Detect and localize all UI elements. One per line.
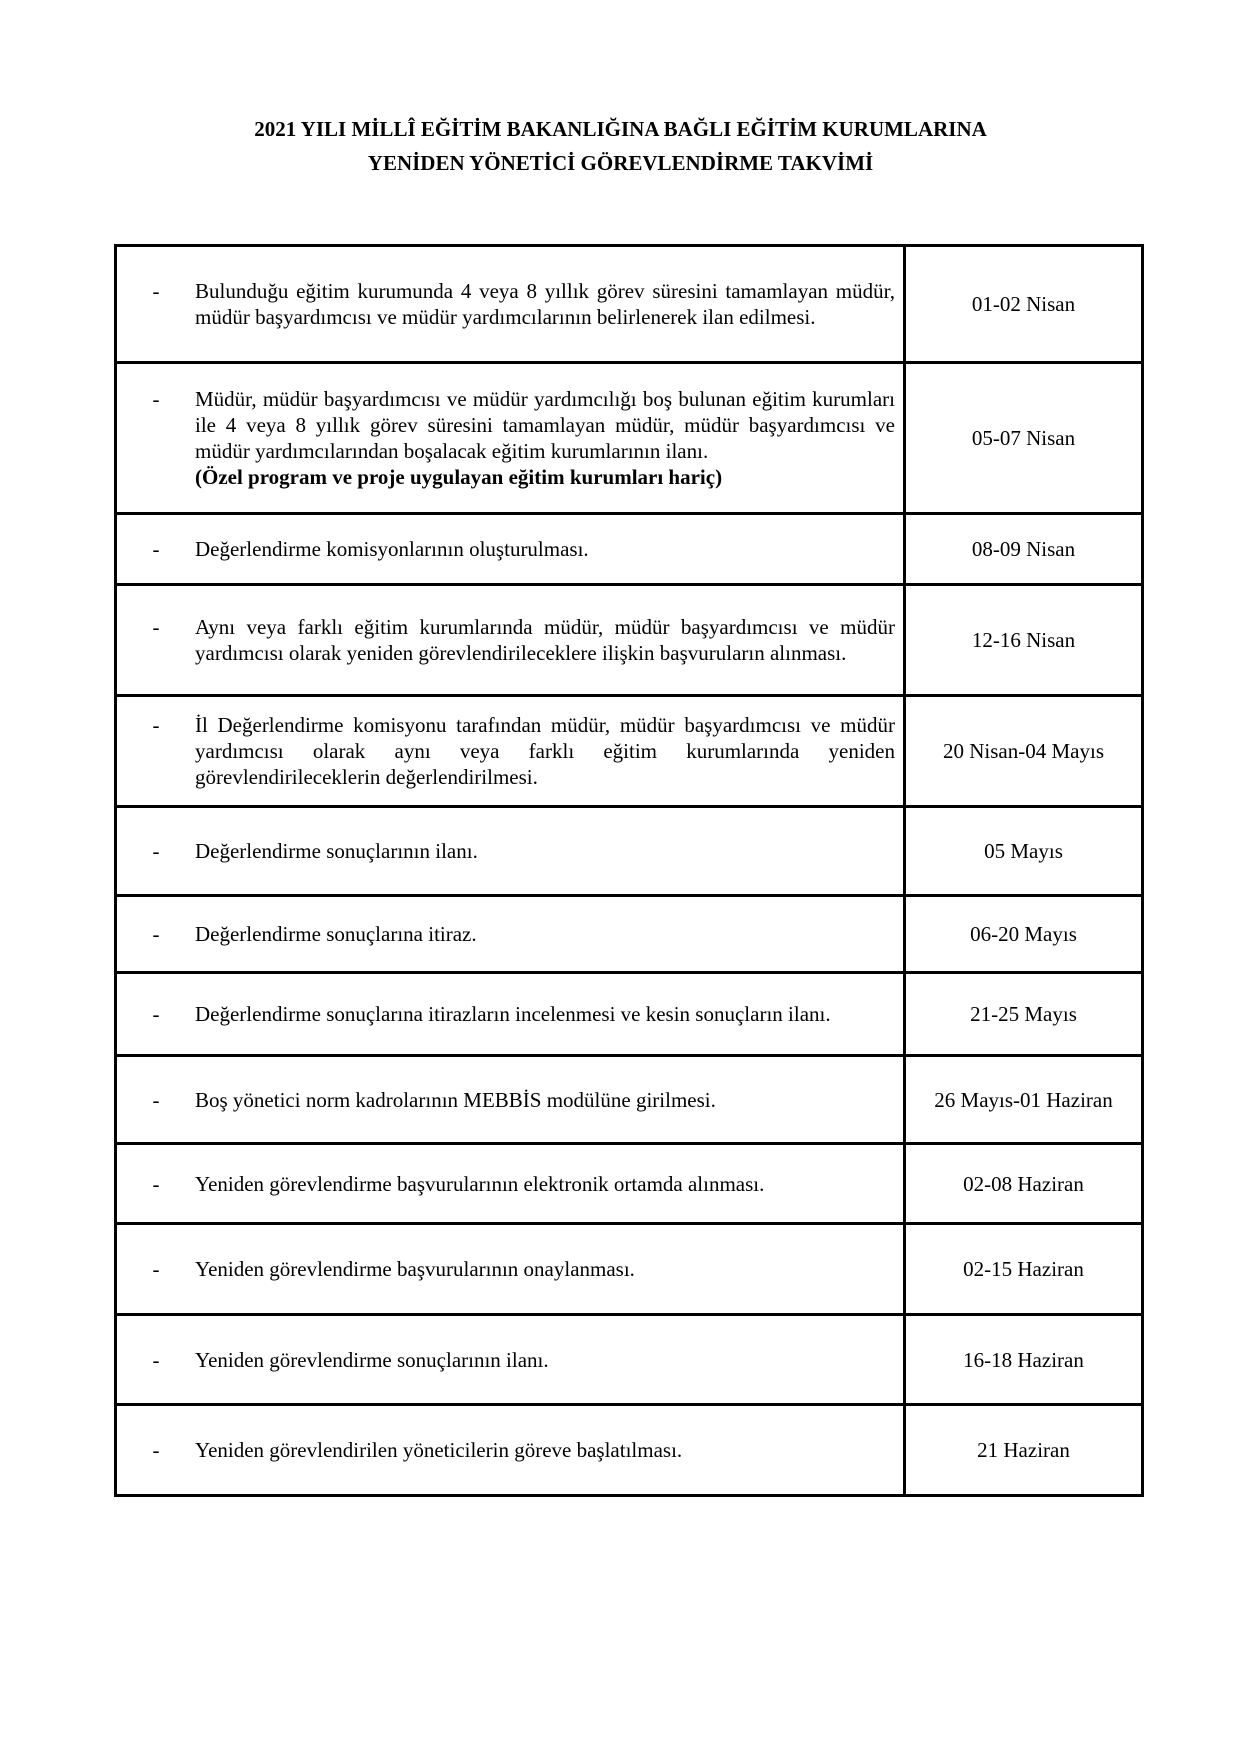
description-text: İl Değerlendirme komisyonu tarafından müdür, müdür başyardımcısı ve müdür yardımcısı olarak aynı veya farklı eğitim kurumlarında yeniden görevlendirileceklerin değerlendirilmesi. — [195, 713, 895, 789]
table-row — [116, 585, 1143, 696]
bullet-dash: - — [152, 537, 160, 561]
description-cell — [116, 1056, 905, 1144]
bullet-dash: - — [152, 1002, 160, 1026]
bullet-dash: - — [152, 1347, 160, 1372]
description-text: Yeniden görevlendirme başvurularının elektronik ortamda alınması. — [195, 1171, 765, 1196]
bullet-dash: - — [152, 1171, 160, 1196]
bullet-dash: - — [152, 839, 160, 863]
date-cell: 20 Nisan-04 Mayıs — [905, 696, 1143, 807]
bullet-dash: - — [152, 387, 160, 411]
bullet-dash: - — [152, 279, 160, 303]
description-text: Değerlendirme sonuçlarının ilanı. — [195, 839, 478, 863]
table-row — [116, 1315, 1143, 1405]
table-row — [116, 363, 1143, 514]
description-cell — [116, 1405, 905, 1496]
table-row — [116, 696, 1143, 807]
bullet-dash: - — [152, 1257, 160, 1281]
table-row — [116, 514, 1143, 585]
date-cell: 02-08 Haziran — [905, 1144, 1143, 1224]
description-cell — [116, 1144, 905, 1224]
bullet-dash: - — [152, 713, 160, 737]
description-note: (Özel program ve proje uygulayan eğitim kurumları hariç) — [195, 465, 723, 489]
date-cell: 01-02 Nisan — [905, 246, 1143, 363]
description-cell — [116, 514, 905, 585]
title-line-2: YENİDEN YÖNETİCİ GÖREVLENDİRME TAKVİMİ — [367, 151, 874, 175]
description-cell — [116, 363, 905, 514]
date-cell: 05 Mayıs — [905, 807, 1143, 896]
table-row — [116, 896, 1143, 973]
description-cell — [116, 973, 905, 1056]
description-cell — [116, 896, 905, 973]
description-cell — [116, 246, 905, 363]
table-row — [116, 1056, 1143, 1144]
description-text: Boş yönetici norm kadrolarının MEBBİS modülüne girilmesi. — [195, 1087, 716, 1112]
description-text: Değerlendirme sonuçlarına itiraz. — [195, 922, 477, 946]
schedule-table — [114, 244, 1144, 1497]
document-title — [0, 112, 1241, 180]
table-row — [116, 1224, 1143, 1315]
table-row — [116, 973, 1143, 1056]
description-cell — [116, 807, 905, 896]
table-row — [116, 1405, 1143, 1496]
description-text: Bulunduğu eğitim kurumunda 4 veya 8 yıllık görev süresini tamamlayan müdür, müdür başyardımcısı ve müdür yardımcılarının belirlenerek ilan edilmesi. — [195, 279, 895, 329]
date-cell: 05-07 Nisan — [905, 363, 1143, 514]
description-cell — [116, 585, 905, 696]
date-cell: 21 Haziran — [905, 1405, 1143, 1496]
description-text: Yeniden görevlendirilen yöneticilerin göreve başlatılması. — [195, 1438, 683, 1462]
date-cell: 06-20 Mayıs — [905, 896, 1143, 973]
description-cell — [116, 696, 905, 807]
date-cell: 08-09 Nisan — [905, 514, 1143, 585]
table-row — [116, 807, 1143, 896]
bullet-dash: - — [152, 1087, 160, 1112]
date-cell: 12-16 Nisan — [905, 585, 1143, 696]
description-text: Değerlendirme sonuçlarına itirazların incelenmesi ve kesin sonuçların ilanı. — [195, 1002, 831, 1026]
date-cell: 16-18 Haziran — [905, 1315, 1143, 1405]
date-cell: 21-25 Mayıs — [905, 973, 1143, 1056]
table-row — [116, 246, 1143, 363]
date-cell: 26 Mayıs-01 Haziran — [905, 1056, 1143, 1144]
bullet-dash: - — [152, 615, 160, 639]
description-text: Yeniden görevlendirme sonuçlarının ilanı. — [195, 1347, 549, 1372]
description-text: Değerlendirme komisyonlarının oluşturulması. — [195, 537, 589, 561]
table-row — [116, 1144, 1143, 1224]
bullet-dash: - — [152, 922, 160, 946]
bullet-dash: - — [152, 1438, 160, 1462]
date-cell: 02-15 Haziran — [905, 1224, 1143, 1315]
title-line-1: 2021 YILI MİLLÎ EĞİTİM BAKANLIĞINA BAĞLI EĞİTİM KURUMLARINA — [254, 117, 987, 141]
description-text: Müdür, müdür başyardımcısı ve müdür yardımcılığı boş bulunan eğitim kurumları ile 4 veya 8 yıllık görev süresini tamamlayan müdür, müdür başyardımcısı ve müdür yardımcılarından boşalacak eğitim kurumlarının ilanı. — [195, 387, 895, 463]
description-cell — [116, 1315, 905, 1405]
description-cell — [116, 1224, 905, 1315]
description-text: Yeniden görevlendirme başvurularının onaylanması. — [195, 1257, 635, 1281]
description-text: Aynı veya farklı eğitim kurumlarında müdür, müdür başyardımcısı ve müdür yardımcısı olarak yeniden görevlendirileceklere ilişkin başvuruların alınması. — [195, 615, 895, 665]
